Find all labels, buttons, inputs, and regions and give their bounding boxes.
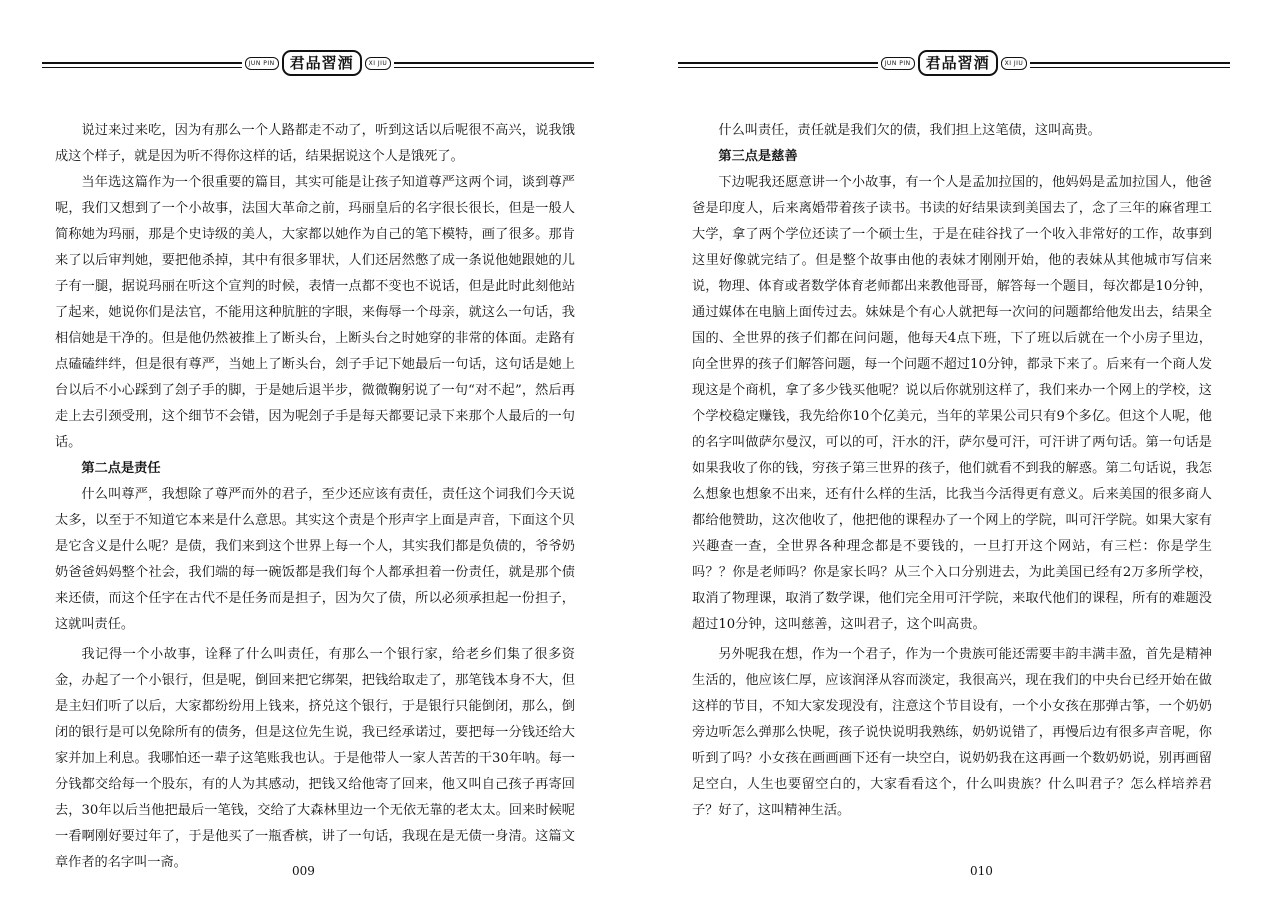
page-header bbox=[42, 46, 594, 78]
paragraph: 另外呢我在想，作为一个君子，作为一个贵族可能还需要丰韵丰满丰盈，首先是精神生活的，他应该仁厚，应该润泽从容而淡定，我很高兴，现在我们的中央台已经开始在做这样的节目，不知大家发现没有，注意这个节目设有，一个小女孩在那弹古筝，一个奶奶旁边听怎么弹那么快呢，孩子说快说明我熟练，奶奶说错了，再慢后边有很多声音呢，你听到了吗？小女孩在画画画下还有一块空白，说奶奶我在这再画一个数奶奶说，别再画留足空白，人生也要留空白的，大家看看这个，什么叫贵族？什么叫君子？怎么样培养君子？好了，这叫精神生活。 bbox=[692, 647, 1212, 818]
page-body bbox=[692, 118, 1212, 824]
header-rule-right bbox=[1030, 62, 1230, 64]
section-heading: 第三点是慈善 bbox=[718, 149, 798, 164]
paragraph: 什么叫尊严，我想除了尊严而外的君子，至少还应该有责任，责任这个词我们今天说太多，以至于不知道它本来是什么意思。其实这个责是个形声字上面是声音，下面这个贝是它含义是什么呢？是债，我们来到这个世界上每一个人，其实我们都是负债的，爷爷奶奶爸爸妈妈整个社会，我们端的每一碗饭都是我们每个人都承担着一份责任，就是那个债来还债，而这个任字在古代不是任务而是担子，因为欠了债，所以必须承担起一份担子，这就叫责任。 bbox=[55, 487, 575, 632]
page-number: 009 bbox=[292, 864, 315, 878]
page-number: 010 bbox=[970, 864, 993, 878]
logo-brand: 君品習酒 bbox=[282, 50, 362, 76]
header-rule-left bbox=[42, 62, 242, 64]
page-body bbox=[55, 118, 575, 876]
right-page bbox=[640, 0, 1280, 905]
paragraph: 什么叫责任，责任就是我们欠的债，我们担上这笔债，这叫高贵。 bbox=[718, 123, 1101, 138]
logo-tag-right: XI JIU bbox=[365, 57, 392, 70]
paragraph: 下边呢我还愿意讲一个小故事，有一个人是孟加拉国的，他妈妈是孟加拉国人，他爸爸是印度人，后来离婚带着孩子读书。书读的好结果读到美国去了，念了三年的麻省理工大学，拿了两个学位还读了一个硕士生，于是在硅谷找了一个收入非常好的工作，故事到这里好像就完结了。但是整个故事由他的表妹才刚刚开始，他的表妹从其他城市写信来说，物理、体育或者数学体育老师都出来教他哥哥，解答每一个题目，每次都是10分钟，通过媒体在电脑上面传过去。妹妹是个有心人就把每一次问的问题都给他发出去，结果全国的、全世界的孩子们都在问问题，他每天4点下班，下了班以后就在一个小房子里边，向全世界的孩子们解答问题，每一个问题不超过10分钟，都录下来了。后来有一个商人发现这是个商机，拿了多少钱买他呢？说以后你就别这样了，我们来办一个网上的学校，这个学校稳定赚钱，我先给你10个亿美元，当年的苹果公司只有9个多亿。但这个人呢，他的名字叫做萨尔曼汉，可以的可，汗水的汗，萨尔曼可汗，可汗讲了两句话。第一句话是如果我收了你的钱，穷孩子第三世界的孩子，他们就看不到我的解惑。第二句话说，我怎么想象也想象不出来，还有什么样的生活，比我当今活得更有意义。后来美国的很多商人都给他赞助，这次他收了，他把他的课程办了一个网上的学院，叫可汗学院。如果大家有兴趣查一查，全世界各种理念都是不要钱的，一旦打开这个网站，有三栏：你是学生吗？？你是老师吗？你是家长吗？从三个入口分别进去，为此美国已经有2万多所学校，取消了物理课，取消了数学课，他们完全用可汗学院，来取代他们的课程，所有的难题没超过10分钟，这叫慈善，这叫君子，这个叫高贵。 bbox=[692, 175, 1212, 632]
paragraph: 我记得一个小故事，诠释了什么叫责任，有那么一个银行家，给老乡们集了很多资金，办起了一个小银行，但是呢，倒回来把它绑架，把钱给取走了，那笔钱本身不大，但是主妇们听了以后，大家都纷纷用上钱来，挤兑这个银行，于是银行只能倒闭，那么，倒闭的银行是可以免除所有的债务，但是这位先生说，我已经承诺过，要把每一分钱还给大家并加上利息。我哪怕还一辈子这笔账我也认。于是他带人一家人苦苦的干30年呐。每一分钱都交给每一个股东，有的人为其感动，把钱又给他寄了回来，他又叫自己孩子再寄回去，30年以后当他把最后一笔钱，交给了大森林里边一个无依无靠的老太太。回来时候呢一看啊刚好要过年了，于是他买了一瓶香槟，讲了一句话，我现在是无债一身清。这篇文章作者的名字叫一斋。 bbox=[55, 647, 575, 870]
paragraph: 当年选这篇作为一个很重要的篇目，其实可能是让孩子知道尊严这两个词，谈到尊严呢，我们又想到了一个小故事，法国大革命之前，玛丽皇后的名字很长很长，但是一般人简称她为玛丽，那是个史诗级的美人，大家都以她作为自己的笔下模特，画了很多。那肯来了以后审判她，要把他杀掉，其中有很多罪状，人们还居然憋了成一条说他她跟她的儿子有一腿，据说玛丽在听这个宣判的时候，表情一点都不变也不说话，但是此时此刻他站了起来，她说你们是法官，不能用这种肮脏的字眼，来侮辱一个母亲，就这么一句话，我相信她是干净的。但是他仍然被推上了断头台，上断头台之时她穿的非常的体面。走路有点磕磕绊绊，但是很有尊严，当她上了断头台，刽子手记下她最后一句话，这句话是她上台以后不小心踩到了刽子手的脚，于是她后退半步，微微鞠躬说了一句“对不起”，然后再走上去引颈受刑，这个细节不会错，因为呢刽子手是每天都要记录下来那个人最后的一句话。 bbox=[55, 175, 575, 450]
brand-logo bbox=[242, 48, 394, 78]
logo-brand: 君品習酒 bbox=[918, 50, 998, 76]
logo-tag-left: JUN PIN bbox=[881, 57, 915, 70]
logo-tag-right: XI JIU bbox=[1001, 57, 1028, 70]
section-heading: 第二点是责任 bbox=[81, 461, 161, 476]
brand-logo bbox=[878, 48, 1030, 78]
paragraph: 说过来过来吃，因为有那么一个人路都走不动了，听到这话以后呢很不高兴，说我饿成这个样子，就是因为听不得你这样的话，结果据说这个人是饿死了。 bbox=[55, 123, 575, 164]
logo-tag-left: JUN PIN bbox=[245, 57, 279, 70]
header-rule-right bbox=[394, 62, 594, 64]
page-header bbox=[678, 46, 1230, 78]
header-rule-left bbox=[678, 62, 878, 64]
